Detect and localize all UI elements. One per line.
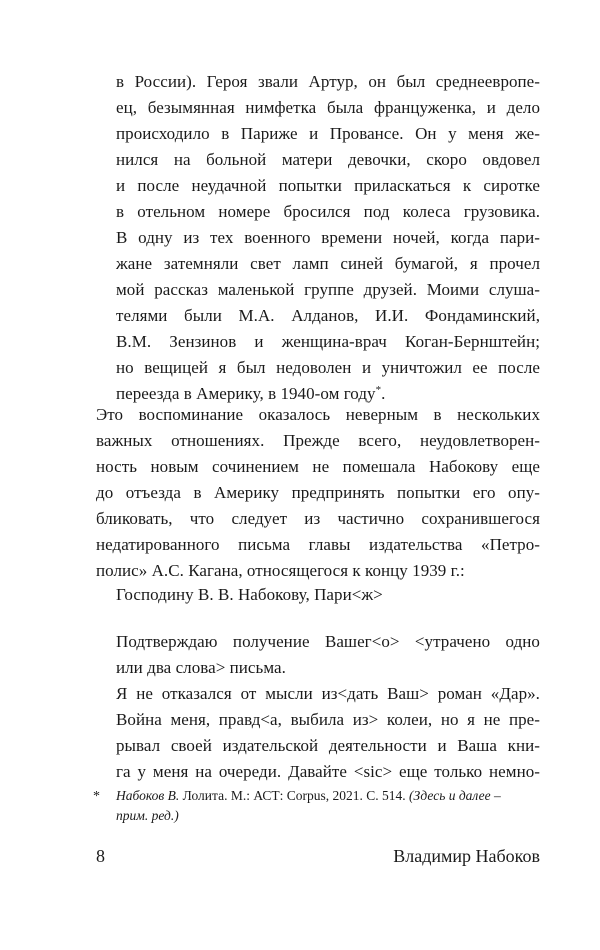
quote-line: и после неудачной попытки приласкаться к сиротке [116, 176, 540, 195]
quote-line: в России). Героя звали Артур, он был среднеевропе- [116, 72, 540, 91]
paragraph-line: недатированного письма главы издательства «Петро- [96, 535, 540, 554]
letter-line: или два слова> письма. [116, 658, 286, 677]
footnote-reference[interactable]: * [375, 384, 382, 396]
letter-line: га у меня на очереди. Давайте <sic> еще только немно- [116, 762, 540, 781]
footnote-marker: * [93, 789, 100, 804]
quote-line: ец, безымянная нимфетка была француженка, и дело [116, 98, 540, 117]
letter-line: рывал своей издательской деятельности и Ваша кни- [116, 736, 540, 755]
letter-line: Я не отказался от мысли из<дать Ваш> роман «Дар». [116, 684, 540, 703]
quote-line: мой рассказ маленькой группе друзей. Моими слуша- [116, 280, 540, 299]
running-head: Владимир Набоков [393, 846, 540, 866]
letter-salutation: Господину В. В. Набокову, Пари<ж> [116, 585, 383, 604]
page-number: 8 [96, 846, 105, 866]
quote-line: телями были М.А. Алданов, И.И. Фондаминский, [116, 306, 540, 325]
paragraph-last-line: полис» А.С. Кагана, относящегося к концу 1939 г.: [96, 561, 465, 580]
footnote-note: (Здесь и далее – [409, 788, 501, 803]
paragraph-line: ность новым сочинением не помешала Набокову еще [96, 457, 540, 476]
footnote-author: Набоков В. [116, 788, 180, 803]
footnote-line [116, 787, 540, 805]
footnote-citation: Лолита. М.: АСТ: Corpus, 2021. С. 514. [179, 788, 410, 803]
quote-line: происходило в Париже и Провансе. Он у меня же- [116, 124, 540, 143]
quote-line: но вещицей я был недоволен и уничтожил ее после [116, 358, 540, 377]
footnote-line-cont: прим. ред.) [116, 808, 179, 823]
letter-line: Подтверждаю получение Вашег<о> <утрачено одно [116, 632, 540, 651]
quote-line: нился на больной матери девочки, скоро овдовел [116, 150, 540, 169]
quote-line: жане затемняли свет ламп синей бумагой, я прочел [116, 254, 540, 273]
quote-line: В.М. Зензинов и женщина-врач Коган-Бернштейн; [116, 332, 540, 351]
letter-line: Война меня, правд<а, выбила из> колеи, но я не пре- [116, 710, 540, 729]
quote-line: в отельном номере бросился под колеса грузовика. [116, 202, 540, 221]
paragraph-line: Это воспоминание оказалось неверным в нескольких [96, 405, 540, 424]
quote-last-line-text: переезда в Америку, в 1940-ом году [116, 384, 376, 403]
quote-last-line: переезда в Америку, в 1940-ом году*. [116, 384, 386, 403]
quote-line: В одну из тех военного времени ночей, когда пари- [116, 228, 540, 247]
paragraph-line: до отъезда в Америку предпринять попытки его опу- [96, 483, 540, 502]
paragraph-line: бликовать, что следует из частично сохранившегося [96, 509, 540, 528]
paragraph-line: важных отношениях. Прежде всего, неудовлетворен- [96, 431, 540, 450]
